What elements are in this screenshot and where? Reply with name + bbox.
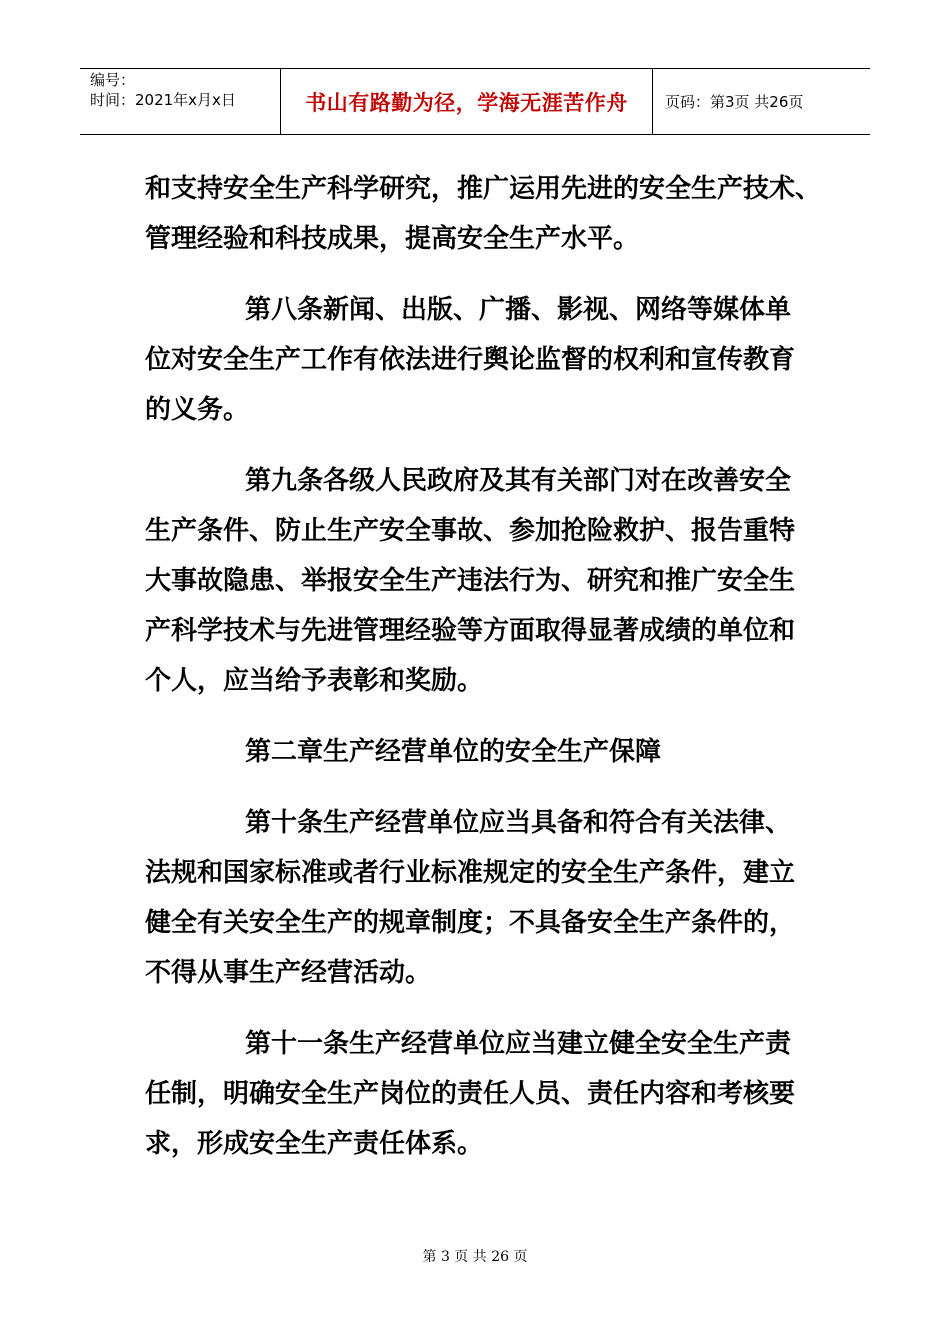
- paragraph-article-9: [145, 456, 795, 706]
- text-line: 管理经验和科技成果，提高安全生产水平。: [145, 224, 640, 254]
- chapter-title: 第二章生产经营单位的安全生产保障: [245, 737, 662, 767]
- text-line: 产科学技术与先进管理经验等方面取得显著成绩的单位和: [145, 616, 796, 646]
- header-meta-cell: [80, 69, 280, 134]
- text-line: 不得从事生产经营活动。: [145, 958, 432, 988]
- paragraph-article-8: [145, 285, 795, 435]
- text-line: 健全有关安全生产的规章制度；不具备安全生产条件的，: [145, 908, 796, 938]
- chapter-heading: [145, 727, 795, 777]
- header-page-cell: [653, 69, 870, 134]
- text-line: 个人，应当给予表彰和奖励。: [145, 666, 484, 696]
- text-line: 生产条件、防止生产安全事故、参加抢险救护、报告重特: [145, 516, 796, 546]
- text-line: 位对安全生产工作有依法进行舆论监督的权利和宣传教育: [145, 345, 796, 375]
- document-header: [80, 68, 870, 135]
- text-line: 法规和国家标准或者行业标准规定的安全生产条件，建立: [145, 858, 796, 888]
- paragraph-continuation: [145, 164, 822, 264]
- paragraph-article-11: [145, 1019, 795, 1169]
- text-line: 大事故隐患、举报安全生产违法行为、研究和推广安全生: [145, 566, 796, 596]
- text-line: 任制，明确安全生产岗位的责任人员、责任内容和考核要: [145, 1079, 796, 1109]
- text-line: 第十条生产经营单位应当具备和符合有关法律、: [245, 808, 792, 838]
- page-code: 页码：第3页 共26页: [665, 93, 804, 111]
- time-label: 时间：2021年x月x日: [90, 91, 236, 109]
- page-footer: 第 3 页 共 26 页: [422, 1249, 528, 1265]
- text-line: 的义务。: [145, 395, 250, 425]
- text-line: 和支持安全生产科学研究，推广运用先进的安全生产技术、: [145, 174, 822, 204]
- paragraph-article-10: [145, 798, 795, 998]
- document-body: [145, 164, 822, 1169]
- text-line: 求，形成安全生产责任体系。: [145, 1129, 484, 1159]
- motto-text: 书山有路勤为径，学海无涯苦作舟: [305, 90, 628, 115]
- text-line: 第十一条生产经营单位应当建立健全安全生产责: [245, 1029, 792, 1059]
- header-motto-cell: [280, 69, 653, 134]
- text-line: 第八条新闻、出版、广播、影视、网络等媒体单: [245, 295, 792, 325]
- number-label: 编号：: [90, 71, 136, 89]
- text-line: 第九条各级人民政府及其有关部门对在改善安全: [245, 466, 792, 496]
